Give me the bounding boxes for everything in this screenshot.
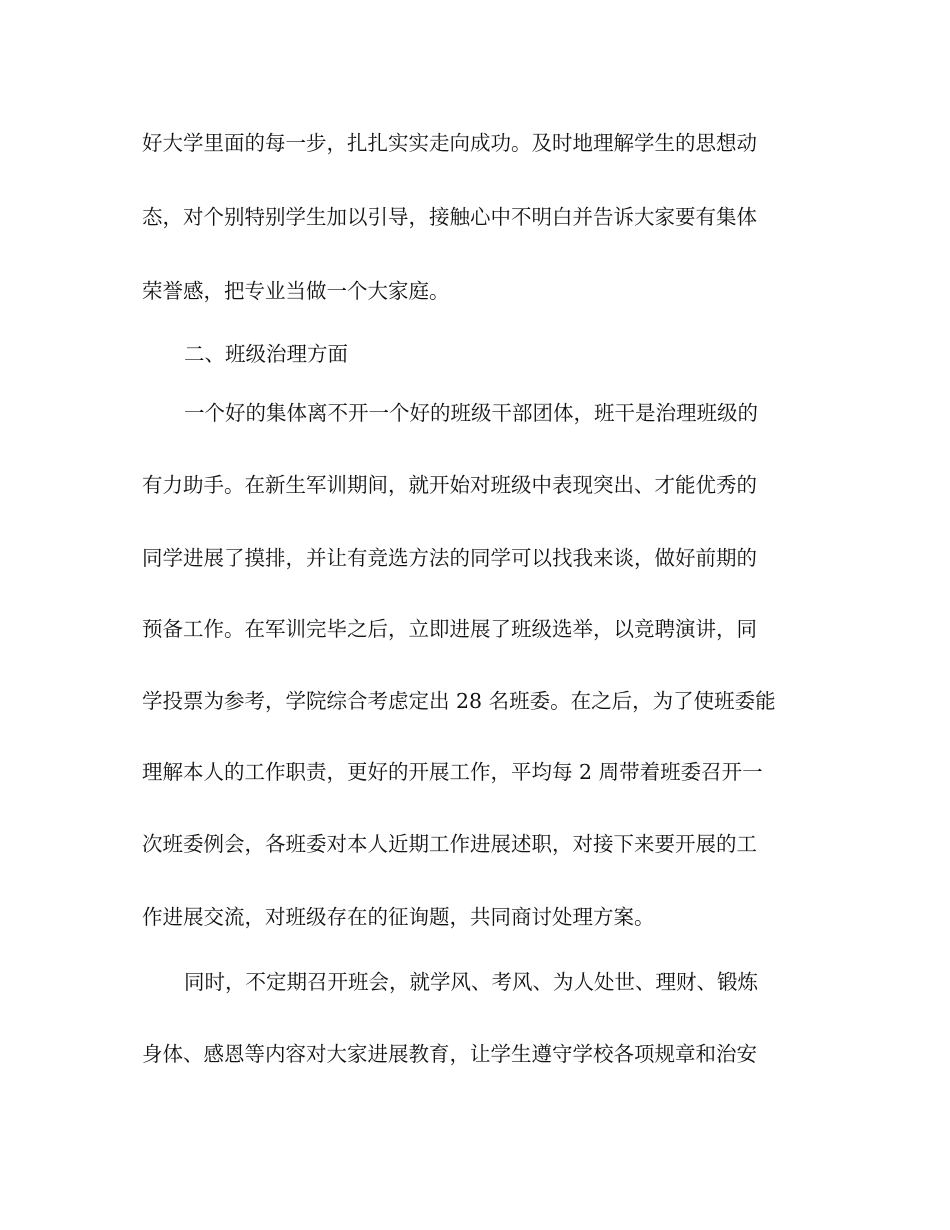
text-line: 学投票为参考，学院综合考虑定出 28 名班委。在之后，为了使班委能 — [142, 689, 776, 713]
text-line: 作进展交流，对班级存在的征询题，共同商讨处理方案。 — [142, 905, 655, 929]
text-line: 预备工作。在军训完毕之后，立即进展了班级选举，以竞聘演讲，同 — [142, 617, 757, 641]
text-line: 态，对个别特别学生加以引导，接触心中不明白并告诉大家要有集体 — [142, 205, 757, 229]
text-line: 理解本人的工作职责，更好的开展工作，平均每 2 周带着班委召开一 — [142, 760, 763, 784]
text-line: 同学进展了摸排，并让有竞选方法的同学可以找我来谈，做好前期的 — [142, 546, 757, 570]
text-line: 次班委例会，各班委对本人近期工作进展述职，对接下来要开展的工 — [142, 832, 757, 856]
text-line: 一个好的集体离不开一个好的班级干部团体，班干是治理班级的 — [184, 401, 758, 425]
section-heading: 二、班级治理方面 — [184, 342, 348, 366]
text-line: 同时，不定期召开班会，就学风、考风、为人处世、理财、锻炼 — [184, 970, 758, 994]
text-line: 荣誉感，把专业当做一个大家庭。 — [142, 279, 450, 303]
text-line: 身体、感恩等内容对大家进展教育，让学生遵守学校各项规章和治安 — [142, 1042, 757, 1066]
text-line: 有力助手。在新生军训期间，就开始对班级中表现突出、才能优秀的 — [142, 473, 757, 497]
text-line: 好大学里面的每一步，扎扎实实走向成功。及时地理解学生的思想动 — [142, 131, 757, 155]
